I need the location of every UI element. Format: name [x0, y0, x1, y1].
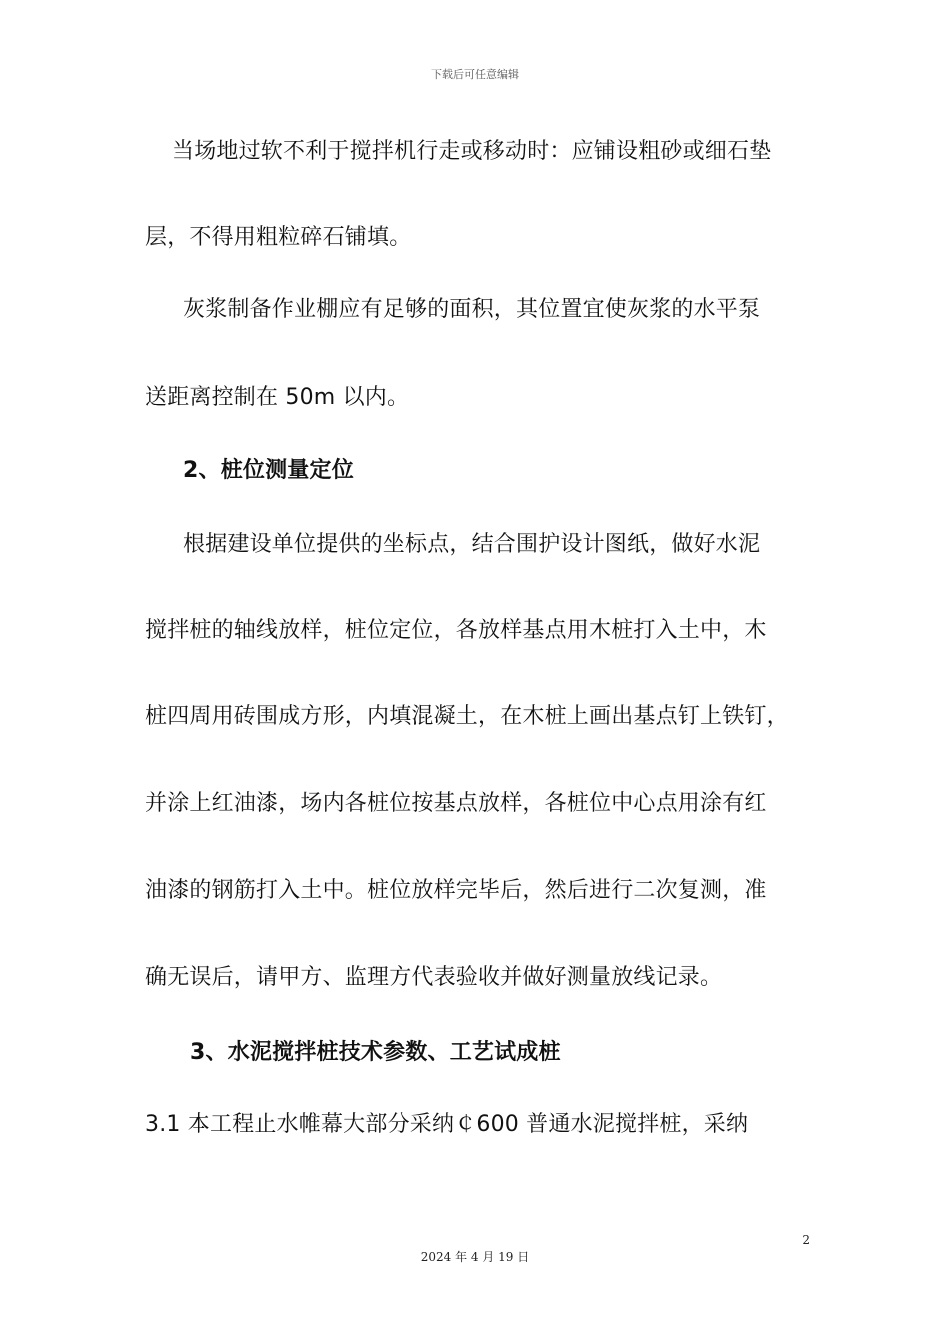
paragraph-line: 油漆的钢筋打入土中。桩位放样完毕后，然后进行二次复测，准 [145, 878, 767, 903]
paragraph-line: 确无误后，请甲方、监理方代表验收并做好测量放线记录。 [145, 965, 723, 990]
paragraph-line: 层，不得用粗粒碎石铺填。 [145, 225, 412, 250]
footer-date: 2024 年 4 月 19 日 [420, 1250, 530, 1264]
paragraph-line: 搅拌桩的轴线放样，桩位定位，各放样基点用木桩打入土中，木 [145, 618, 767, 643]
paragraph-line: 送距离控制在 50m 以内。 [145, 385, 410, 410]
section-heading: 2、桩位测量定位 [183, 458, 354, 483]
paragraph-line: 当场地过软不利于搅拌机行走或移动时：应铺设粗砂或细石垫 [172, 139, 772, 164]
paragraph-line: 桩四周用砖围成方形，内填混凝土，在木桩上画出基点钉上铁钉， [145, 704, 789, 729]
section-heading: 3、水泥搅拌桩技术参数、工艺试成桩 [190, 1040, 561, 1065]
paragraph-line: 并涂上红油漆，场内各桩位按基点放样，各桩位中心点用涂有红 [145, 791, 767, 816]
paragraph-line: 3.1 本工程止水帷幕大部分采纳￠600 普通水泥搅拌桩，采纳 [145, 1112, 749, 1137]
paragraph-line: 根据建设单位提供的坐标点，结合围护设计图纸，做好水泥 [183, 532, 761, 557]
page-number: 2 [802, 1233, 810, 1247]
page-header: 下载后可任意编辑 [431, 68, 519, 81]
paragraph-line: 灰浆制备作业棚应有足够的面积，其位置宜使灰浆的水平泵 [183, 297, 761, 322]
